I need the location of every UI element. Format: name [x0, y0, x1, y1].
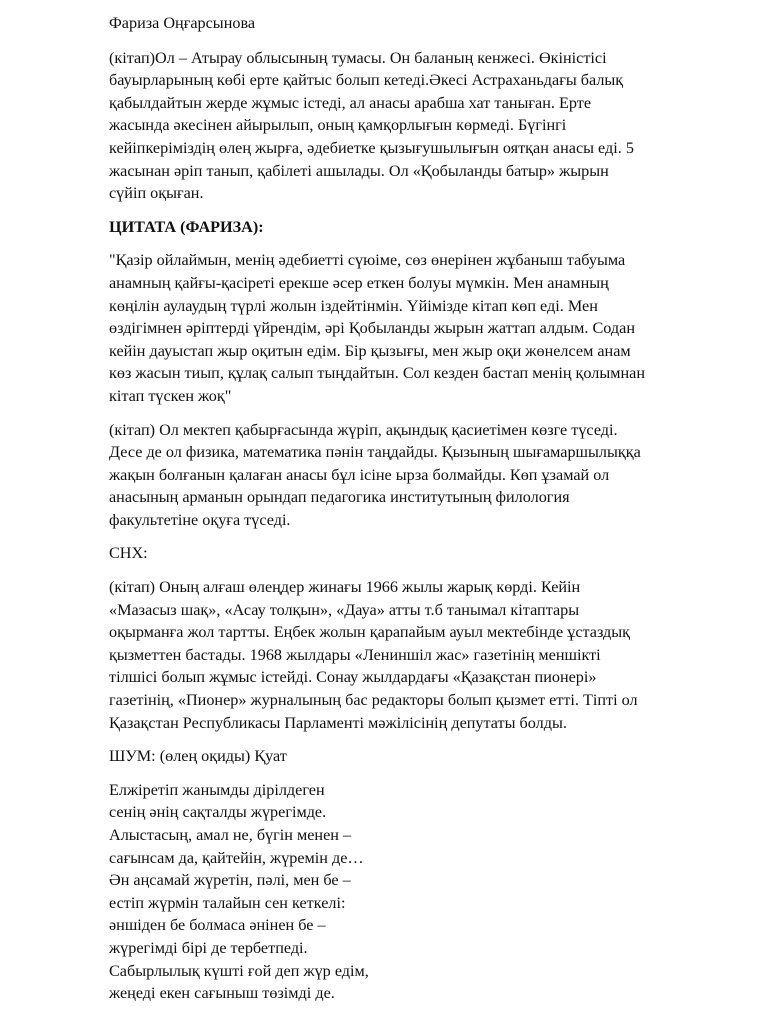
shum-label-text: ШУМ: (өлең оқиды) Қуат	[109, 747, 287, 766]
text-line: оқырманға жол тартты. Еңбек жолын қарапайым ауыл мектебінде ұстаздық	[109, 623, 631, 642]
text-line: жасында әкесінен айырылып, оның қамқорлығын көрмеді. Бүгінгі	[109, 116, 567, 135]
text-line: қабылдайтын жерде жұмыс істеді, ал анасы арабша хат таныған. Ерте	[109, 93, 592, 112]
text-line: кейін дауыстап жыр оқитын едім. Бір қызығы, мен жыр оқи жөнелсем анам	[109, 341, 631, 360]
shum-label	[109, 745, 729, 768]
text-line: анасының арманын орындап педагогика институтының филология	[109, 488, 570, 507]
quote-heading	[109, 216, 729, 239]
text-line: көңілін аулаудың түрлі жолын іздейтінмін. Үйімізде кітап көп еді. Мен	[109, 296, 598, 315]
text-line: көз жасын тиып, құлақ салып тыңдайтын. Сол кезден бастап менің қолымнан	[109, 364, 646, 383]
text-line: (кітап) Ол мектеп қабырғасында жүріп, ақындық қасиетімен көзге түседі.	[109, 420, 618, 439]
poem	[109, 779, 729, 1005]
text-line: Десе де ол физика, математика пәнін таңдайды. Қызының шығамаршылыққа	[109, 443, 641, 462]
snh-label	[109, 542, 729, 565]
text-line: сағынсам да, қайтейін, жүремін де…	[109, 848, 364, 867]
text-line: кітап түскен жоқ"	[109, 386, 232, 405]
document-page	[109, 12, 729, 1005]
text-line: естіп жүрмін талайын сен кеткелі:	[109, 893, 346, 912]
author-name-text: Фариза Оңғарсынова	[109, 14, 256, 32]
quote-paragraph	[109, 249, 729, 407]
text-line: сүйіп оқыған.	[109, 184, 204, 203]
text-line: сенің әнің сақталды жүрегімде.	[109, 803, 327, 822]
intro-paragraph	[109, 47, 729, 205]
text-line: анамның қайғы-қасіреті ерекше әсер еткен болуы мүмкін. Мен анамның	[109, 273, 609, 292]
text-line: Ән аңсамай жүретін, пәлі, мен бе –	[109, 871, 351, 890]
text-line: "Қазір ойлаймын, менің әдебиетті сүюіме, сөз өнерінен жұбаныш табуыма	[109, 251, 626, 270]
text-line: жақын болғанын қалаған анасы бұл ісіне ырза болмайды. Көп ұзамай ол	[109, 465, 610, 484]
text-line: жүрегімді бірі де тербетпеді.	[109, 938, 308, 957]
text-line: факультетіне оқуға түседі.	[109, 510, 291, 529]
text-line: Елжіретіп жанымды дірілдеген	[109, 780, 325, 799]
text-line: қызметтен бастады. 1968 жылдары «Лениншіл жас» газетінің меншікті	[109, 645, 601, 664]
snh-label-text: СНХ:	[109, 544, 148, 563]
text-line: (кітап) Оның алғаш өлеңдер жинағы 1966 жылы жарық көрді. Кейін	[109, 578, 581, 597]
text-line: жеңеді екен сағыныш төзімді де.	[109, 984, 335, 1003]
text-line: әншіден бе болмаса әнінен бе –	[109, 916, 326, 935]
text-line: (кітап)Ол – Атырау облысының тумасы. Он баланың кенжесі. Өкіністісі	[109, 48, 607, 67]
author-name	[109, 12, 729, 35]
text-line: Қазақстан Республикасы Парламенті мәжілісінің депутаты болды.	[109, 713, 567, 732]
school-paragraph	[109, 419, 729, 532]
text-line: «Мазасыз шақ», «Асау толқын», «Дауа» атты т.б танымал кітаптары	[109, 600, 580, 619]
text-line: бауырларының көбі ерте қайтыс болып кетеді.Әкесі Астраханьдағы балық	[109, 71, 624, 90]
text-line: Сабырлылық күшті ғой деп жүр едім,	[109, 961, 369, 980]
career-paragraph	[109, 576, 729, 734]
quote-heading-text: ЦИТАТА (ФАРИЗА):	[109, 217, 264, 236]
text-line: газетінің, «Пионер» журналының бас редакторы болып қызмет етті. Тіпті ол	[109, 691, 638, 710]
text-line: Алыстасың, амал не, бүгін менен –	[109, 826, 352, 844]
text-line: кейіпкеріміздің өлең жырға, әдебиетке қызығушылығын оятқан анасы еді. 5	[109, 138, 634, 157]
text-line: жасынан әріп танып, қабілеті ашылады. Ол «Қобыланды батыр» жырын	[109, 161, 609, 180]
text-line: тілшісі болып жұмыс істейді. Сонау жылдардағы «Қазақстан пионері»	[109, 668, 597, 687]
text-line: өздігімнен әріптерді үйрендім, әрі Қобыланды жырын жаттап алдым. Содан	[109, 319, 635, 338]
